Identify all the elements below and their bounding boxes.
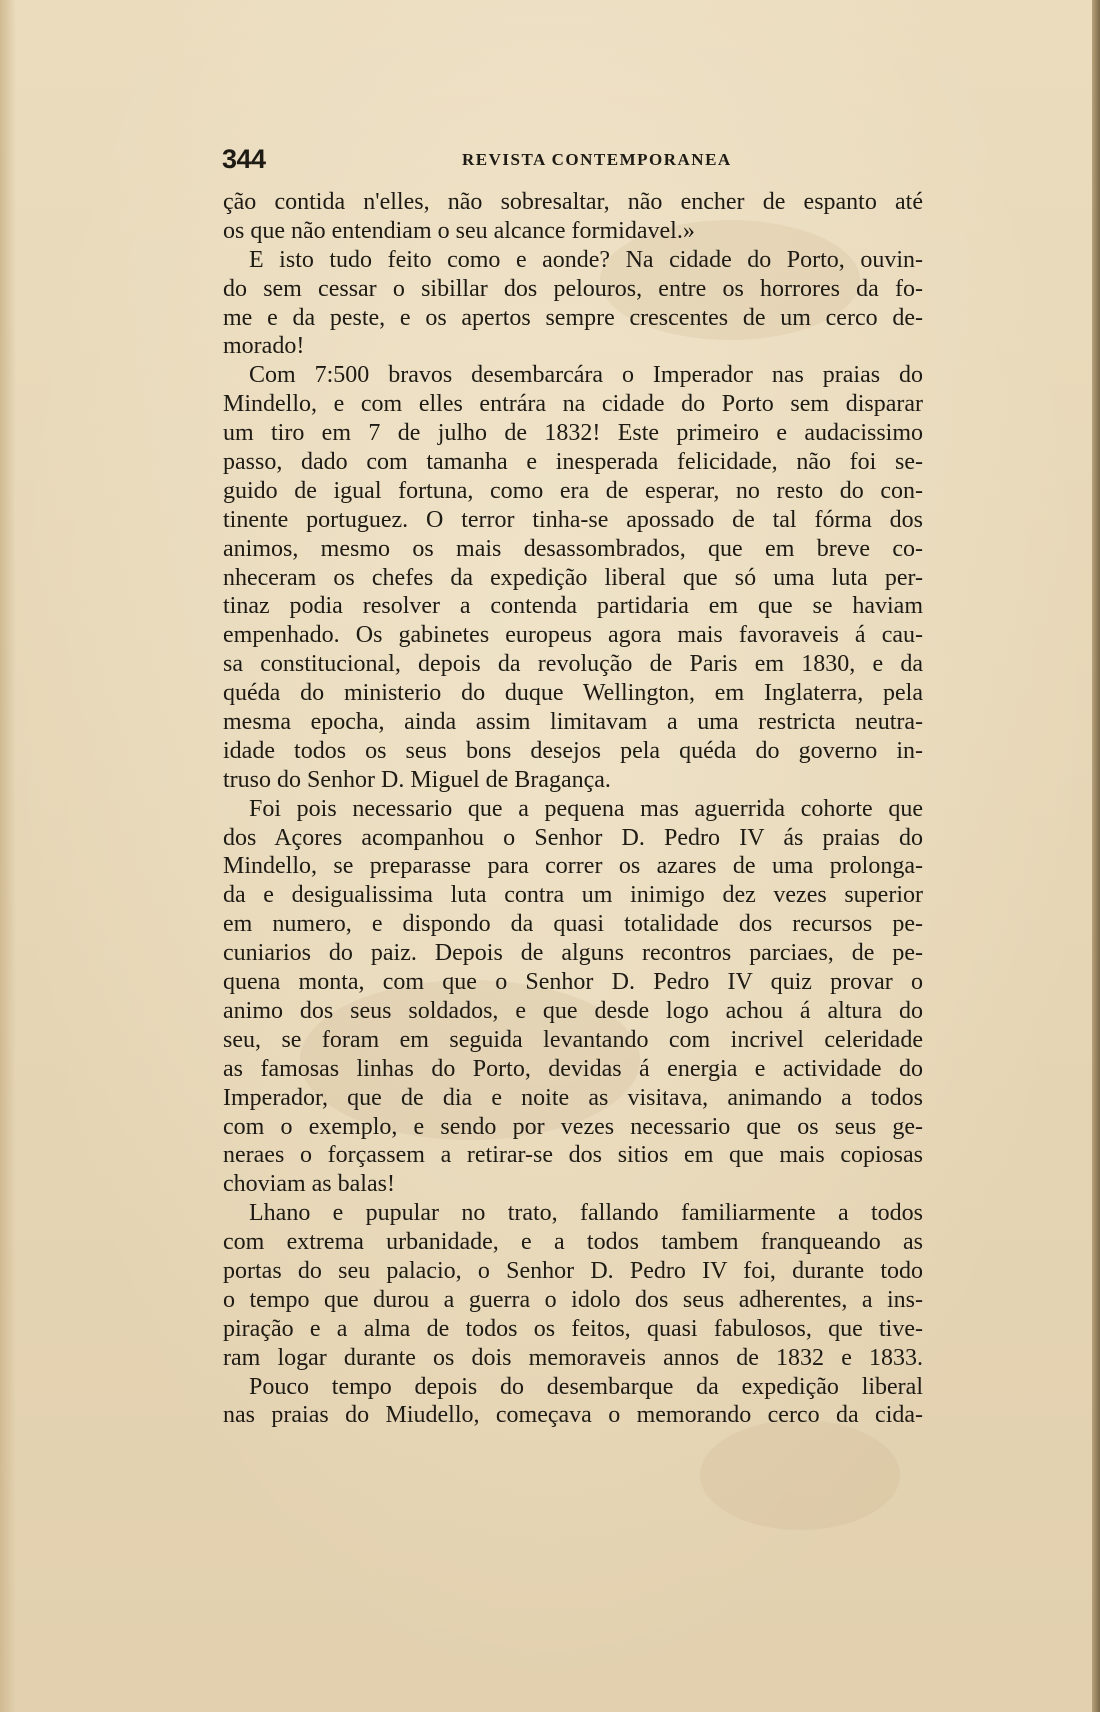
text-line: ção contida n'elles, não sobresaltar, não encher de espanto até [223, 189, 923, 215]
text-line: tinente portuguez. O terror tinha-se apossado de tal fórma dos [223, 506, 923, 533]
page-number: 344 [222, 144, 266, 174]
text-line: o tempo que durou a guerra o idolo dos seus adherentes, a ins- [223, 1286, 923, 1313]
text-line: um tiro em 7 de julho de 1832! Este primeiro e audacissimo [223, 420, 923, 447]
text-line: cuniarios do paiz. Depois de alguns recontros parciaes, de pe- [223, 940, 923, 967]
text-line: passo, dado com tamanha e inesperada felicidade, não foi se- [223, 449, 923, 476]
text-line: Pouco tempo depois do desembarque da expedição liberal [249, 1373, 923, 1400]
text-line: com extrema urbanidade, e a todos tambem franqueando as [223, 1229, 923, 1256]
page-header [222, 144, 922, 176]
text-line: Imperador, que de dia e noite as visitava, animando a todos [223, 1084, 923, 1111]
text-line: truso do Senhor D. Miguel de Bragança. [223, 766, 611, 793]
text-line: choviam as balas! [223, 1171, 395, 1198]
text-line: neraes o forçassem a retirar-se dos sitios em que mais copiosas [223, 1142, 923, 1169]
text-line: as famosas linhas do Porto, devidas á energia e actividade do [223, 1055, 923, 1082]
text-line: Lhano e pupular no trato, fallando familiarmente a todos [249, 1200, 923, 1227]
text-line: E isto tudo feito como e aonde? Na cidade do Porto, ouvin- [249, 246, 923, 273]
text-line: sa constitucional, depois da revolução de Paris em 1830, e da [223, 651, 923, 678]
text-line: me e da peste, e os apertos sempre crescentes de um cerco de- [223, 304, 923, 331]
text-line: seu, se foram em seguida levantando com incrivel celeridade [223, 1026, 923, 1053]
text-line: Foi pois necessario que a pequena mas aguerrida cohorte que [249, 795, 923, 822]
running-title: REVISTA CONTEMPORANEA [462, 150, 732, 169]
text-line: idade todos os seus bons desejos pela quéda do governo in- [223, 737, 923, 764]
text-line: guido de igual fortuna, como era de esperar, no resto do con- [223, 477, 923, 504]
text-line: os que não entendiam o seu alcance formidavel.» [223, 217, 695, 244]
text-line: animo dos seus soldados, e que desde logo achou á altura do [223, 997, 923, 1024]
text-line: com o exemplo, e sendo por vezes necessario que os seus ge- [223, 1113, 923, 1140]
text-line: portas do seu palacio, o Senhor D. Pedro IV foi, durante todo [223, 1257, 923, 1284]
text-line: animos, mesmo os mais desassombrados, que em breve co- [223, 535, 923, 562]
paper-stain [700, 1420, 900, 1530]
text-line: ram logar durante os dois memoraveis annos de 1832 e 1833. [223, 1344, 923, 1371]
body-text [223, 188, 923, 1430]
page-gutter [0, 0, 16, 1712]
text-line: Mindello, e com elles entrára na cidade do Porto sem disparar [223, 391, 923, 418]
text-line: Com 7:500 bravos desembarcára o Imperador nas praias do [249, 362, 923, 389]
text-line: quena monta, com que o Senhor D. Pedro IV quiz provar o [223, 969, 923, 996]
text-line: do sem cessar o sibillar dos pelouros, entre os horrores da fo- [223, 275, 923, 302]
text-line: nheceram os chefes da expedição liberal que só uma luta per- [223, 564, 923, 591]
text-line: empenhado. Os gabinetes europeus agora mais favoraveis á cau- [223, 622, 923, 649]
text-line: quéda do ministerio do duque Wellington, em Inglaterra, pela [223, 680, 923, 707]
text-line: nas praias do Miudello, começava o memorando cerco da cida- [223, 1402, 923, 1429]
text-line: mesma epocha, ainda assim limitavam a uma restricta neutra- [223, 709, 923, 736]
page-edge [1092, 0, 1100, 1712]
text-line: em numero, e dispondo da quasi totalidade dos recursos pe- [223, 911, 923, 938]
text-line: piração e a alma de todos os feitos, quasi fabulosos, que tive- [223, 1315, 923, 1342]
text-line: da e desigualissima luta contra um inimigo dez vezes superior [223, 882, 923, 909]
text-line: morado! [223, 333, 305, 360]
text-line: dos Açores acompanhou o Senhor D. Pedro IV ás praias do [223, 824, 923, 851]
text-line: tinaz podia resolver a contenda partidaria em que se haviam [223, 593, 923, 620]
text-line: Mindello, se preparasse para correr os azares de uma prolonga- [223, 853, 923, 880]
